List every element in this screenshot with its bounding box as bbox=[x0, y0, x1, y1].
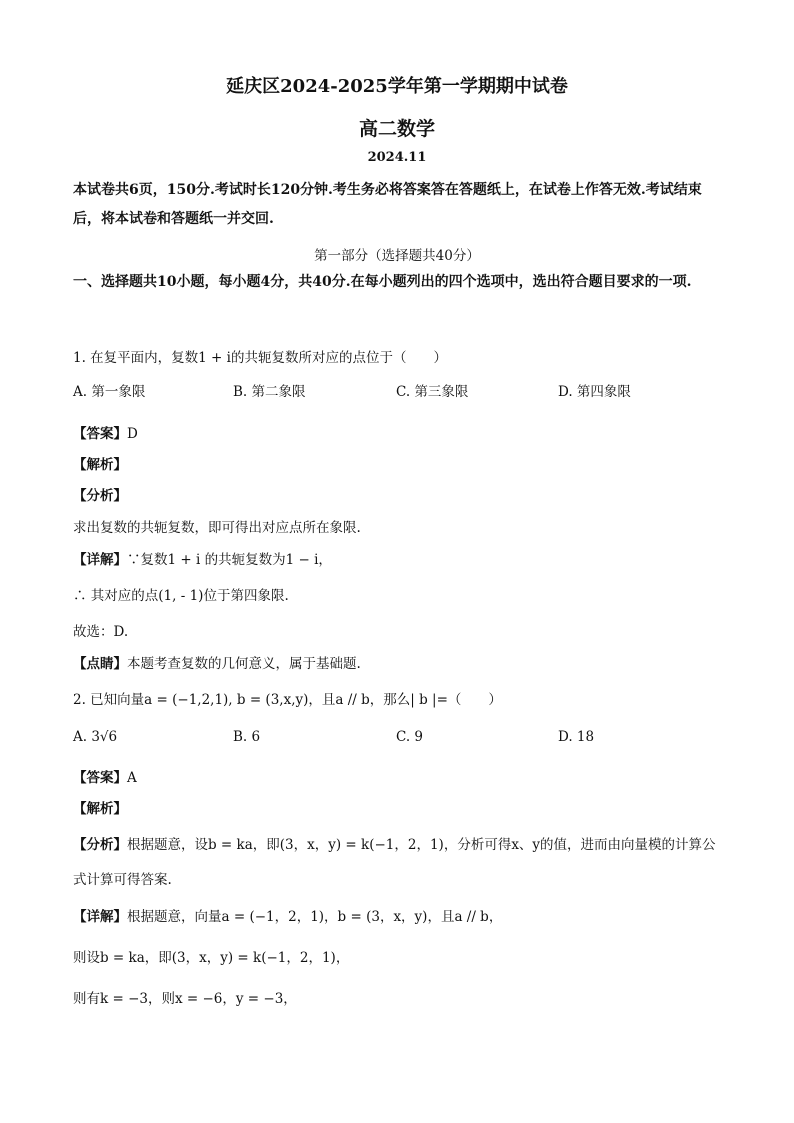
q2-analysis-label: 【解析】 bbox=[73, 801, 127, 817]
exam-date: 2024.11 bbox=[367, 150, 427, 165]
q2-option-a: A. 3√6 bbox=[73, 729, 118, 745]
q2-answer bbox=[73, 766, 137, 786]
section-intro: 一、选择题共10小题，每小题4分，共40分.在每小题列出的四个选项中，选出符合题目要求的一项. bbox=[73, 274, 692, 290]
detail-label: 【详解】 bbox=[73, 909, 127, 925]
answer-value: A bbox=[127, 770, 137, 786]
exam-title: 延庆区2024-2025学年第一学期期中试卷 bbox=[226, 76, 568, 97]
q1-detail-1 bbox=[73, 548, 332, 568]
q2-option-b: B. 6 bbox=[233, 729, 261, 745]
q1-option-b: B. 第二象限 bbox=[233, 384, 306, 400]
q1-option-d: D. 第四象限 bbox=[558, 384, 631, 400]
q1-answer bbox=[73, 422, 138, 442]
exam-instructions: 本试卷共6页，150分.考试时长120分钟.考生务必将答案答在答题纸上，在试卷上作答无效.考试结束后，将本试卷和答题纸一并交回. bbox=[73, 182, 702, 227]
q1-choice: 故选：D. bbox=[73, 624, 129, 640]
section-title: 第一部分（选择题共40分） bbox=[314, 248, 480, 264]
exam-subject: 高二数学 bbox=[358, 118, 435, 140]
q2-detail-1 bbox=[73, 905, 502, 925]
answer-label: 【答案】 bbox=[73, 770, 127, 786]
q1-fenxi-label: 【分析】 bbox=[73, 488, 127, 504]
detail-text: 根据题意，向量a = (−1，2，1)，b = (3，x，y)，且a // b， bbox=[127, 909, 503, 925]
q2-fenxi-1 bbox=[73, 833, 716, 853]
q2-stem: 2. 已知向量a = (−1,2,1), b = (3,x,y)，且a // b，那么| b |=（ ） bbox=[73, 692, 502, 708]
q2-detail-2: 则设b = ka，即(3，x，y) = k(−1，2，1)， bbox=[73, 950, 350, 966]
comment-label: 【点睛】 bbox=[73, 656, 127, 672]
q1-analysis-label: 【解析】 bbox=[73, 457, 127, 473]
q2-option-c: C. 9 bbox=[396, 729, 424, 745]
comment-text: 本题考查复数的几何意义，属于基础题. bbox=[127, 656, 361, 672]
q2-detail-3: 则有k = −3，则x = −6，y = −3， bbox=[73, 991, 297, 1007]
q1-option-c: C. 第三象限 bbox=[396, 384, 469, 400]
detail-text: ∵复数1 + i 的共轭复数为1 − i， bbox=[127, 552, 332, 568]
q1-stem: 1. 在复平面内，复数1 + i的共轭复数所对应的点位于（ ） bbox=[73, 350, 447, 366]
q1-fenxi-text: 求出复数的共轭复数，即可得出对应点所在象限. bbox=[73, 520, 361, 536]
fenxi-text: 根据题意，设b = ka，即(3，x，y) = k(−1，2，1)，分析可得x、y的值，进而由向量模的计算公 bbox=[127, 837, 716, 853]
fenxi-label: 【分析】 bbox=[73, 837, 127, 853]
answer-value: D bbox=[127, 426, 138, 442]
answer-label: 【答案】 bbox=[73, 426, 127, 442]
q1-detail-2: ∴ 其对应的点(1, - 1)位于第四象限. bbox=[73, 588, 289, 604]
q1-comment bbox=[73, 652, 361, 672]
detail-label: 【详解】 bbox=[73, 552, 127, 568]
q1-option-a: A. 第一象限 bbox=[73, 384, 146, 400]
q2-fenxi-2: 式计算可得答案. bbox=[73, 872, 172, 888]
q2-option-d: D. 18 bbox=[558, 729, 595, 745]
